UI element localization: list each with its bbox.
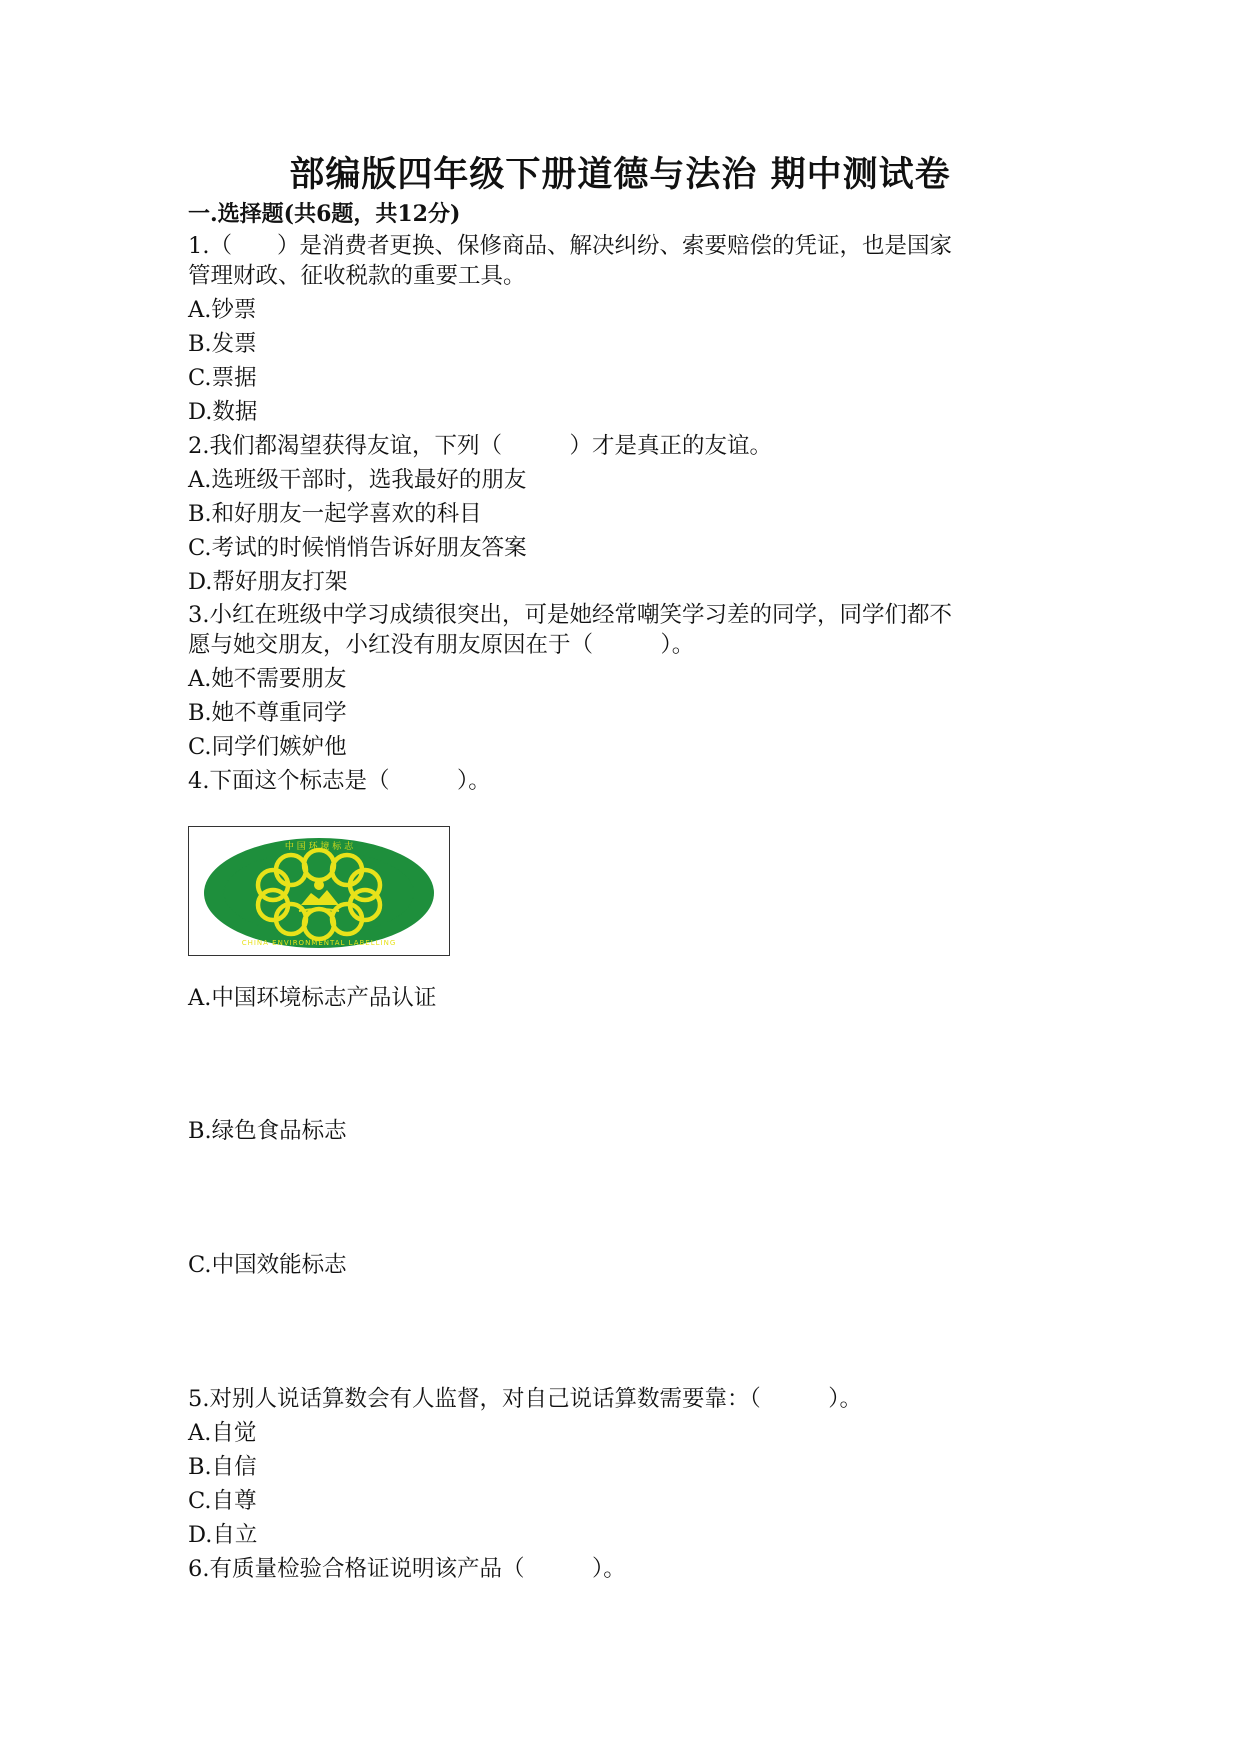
page-title: 部编版四年级下册道德与法治 期中测试卷 (289, 154, 951, 195)
question-5-option-c: C.自尊 (188, 1488, 257, 1514)
question-3-option-a: A.她不需要朋友 (188, 666, 347, 692)
question-2-text: 2.我们都渴望获得友谊，下列（ ）才是真正的友谊。 (188, 433, 772, 459)
question-5-option-b: B.自信 (188, 1454, 257, 1480)
question-2-option-b: B.和好朋友一起学喜欢的科目 (188, 501, 482, 527)
svg-text:中 国 环 境 标 志: 中 国 环 境 标 志 (284, 842, 354, 852)
question-4-option-a: A.中国环境标志产品认证 (188, 985, 437, 1011)
question-4-option-b: B.绿色食品标志 (188, 1118, 347, 1144)
question-1-option-c: C.票据 (188, 365, 257, 391)
question-2-option-c: C.考试的时候悄悄告诉好朋友答案 (188, 535, 527, 561)
question-1-text: 1.（ ）是消费者更换、保修商品、解决纠纷、索要赔偿的凭证，也是国家 (188, 233, 952, 259)
environmental-label-image (188, 826, 450, 956)
svg-text:CHINA ENVIRONMENTAL LABELLING: CHINA ENVIRONMENTAL LABELLING (241, 939, 397, 947)
question-3-text-cont: 愿与她交朋友，小红没有朋友原因在于（ ）。 (188, 632, 695, 658)
question-6-text: 6.有质量检验合格证说明该产品（ ）。 (188, 1556, 626, 1582)
question-1-option-b: B.发票 (188, 331, 257, 357)
question-4-option-c: C.中国效能标志 (188, 1252, 347, 1278)
question-4-text: 4.下面这个标志是（ ）。 (188, 768, 491, 794)
question-1-option-a: A.钞票 (188, 297, 257, 323)
section-heading: 一.选择题(共6题，共12分) (188, 201, 461, 227)
question-3-option-b: B.她不尊重同学 (188, 700, 347, 726)
question-1-text-cont: 管理财政、征收税款的重要工具。 (188, 263, 526, 289)
question-5-text: 5.对别人说话算数会有人监督，对自己说话算数需要靠：（ ）。 (188, 1386, 862, 1412)
question-2-option-d: D.帮好朋友打架 (188, 569, 348, 595)
question-2-option-a: A.选班级干部时，选我最好的朋友 (188, 467, 527, 493)
question-3-text: 3.小红在班级中学习成绩很突出，可是她经常嘲笑学习差的同学，同学们都不 (188, 602, 952, 628)
question-5-option-a: A.自觉 (188, 1420, 257, 1446)
question-3-option-c: C.同学们嫉妒他 (188, 734, 347, 760)
question-1-option-d: D.数据 (188, 399, 258, 425)
question-5-option-d: D.自立 (188, 1522, 258, 1548)
china-environmental-labelling-logo-icon (189, 827, 449, 955)
